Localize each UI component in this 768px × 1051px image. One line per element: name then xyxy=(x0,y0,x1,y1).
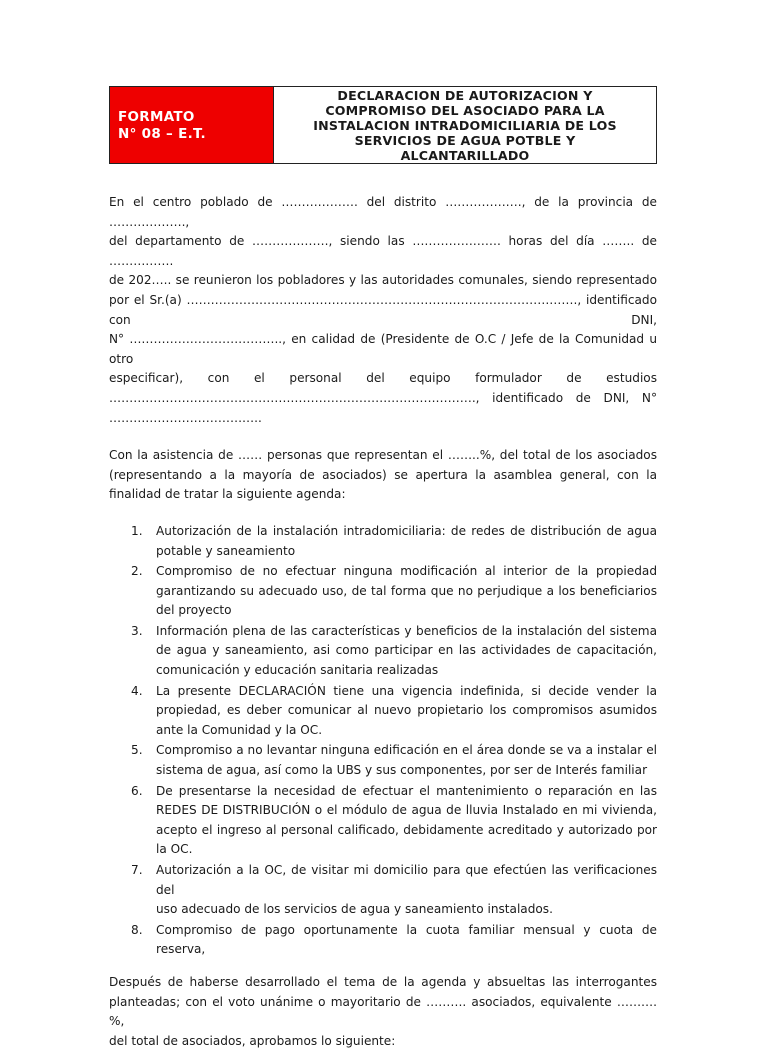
text-line: del proyecto xyxy=(156,603,232,618)
text-line: En el centro poblado de ………………. del distrito ………………., de la provincia de ………………., xyxy=(109,195,657,229)
text-line: Con la asistencia de …… personas que representan el ……..%, del total de los asociados xyxy=(109,448,657,463)
document-body xyxy=(109,193,657,1051)
text-line: de 202….. se reunieron los pobladores y las autoridades comunales, siendo representado xyxy=(109,273,657,288)
item-number: 3. xyxy=(131,623,143,638)
agenda-item xyxy=(109,522,657,561)
agenda-item xyxy=(109,682,657,741)
agenda-list xyxy=(109,522,657,960)
agenda-item xyxy=(109,782,657,860)
text-line: propiedad, es deber comunicar al nuevo propietario los compromisos asumidos xyxy=(156,703,657,718)
text-line: de agua y saneamiento, asi como participar en las actividades de capacitación, xyxy=(156,643,657,658)
approval-paragraph xyxy=(109,973,657,1051)
item-number: 7. xyxy=(131,863,143,877)
title-line: ALCANTARILLADO xyxy=(400,148,530,163)
item-number: 1. xyxy=(131,523,143,538)
text-line: N° ……………………………….., en calidad de (Presidente de O.C / Jefe de la Comunidad u otro xyxy=(109,332,657,366)
document-title xyxy=(274,87,656,164)
meeting-intro-paragraph xyxy=(109,193,657,428)
text-line: especificar), con el personal del equipo formulador de estudios xyxy=(109,371,657,386)
format-label: FORMATO xyxy=(118,109,195,125)
text-line: sistema de agua, así como la UBS y sus componentes, por ser de Interés familiar xyxy=(156,763,648,778)
agenda-item xyxy=(109,562,657,621)
text-line: Compromiso de no efectuar ninguna modificación al interior de la propiedad xyxy=(156,564,657,579)
text-line: del departamento de ………………., siendo las …………………. horas del día …….. de ……………. xyxy=(109,234,657,268)
text-line: Información plena de las características y beneficios de la instalación del sistema xyxy=(156,623,657,638)
text-line: Compromiso a no levantar ninguna edificación en el área donde se va a instalar el xyxy=(156,743,657,758)
text-line: acepto el ingreso al personal calificado, debidamente acreditado y autorizado por xyxy=(156,822,657,837)
agenda-item xyxy=(109,921,657,960)
text-line: (representando a la mayoría de asociados) se apertura la asamblea general, con la xyxy=(109,467,657,482)
item-number: 4. xyxy=(131,683,143,698)
text-line: ante la Comunidad y la OC. xyxy=(156,722,323,737)
text-line: garantizando su adecuado uso, de tal forma que no perjudique a los beneficiarios xyxy=(156,583,657,598)
text-line: ………………………………………………………………………………., identificado de DNI, N° xyxy=(109,390,657,405)
text-line: uso adecuado de los servicios de agua y saneamiento instalados. xyxy=(156,902,553,917)
title-line: SERVICIOS DE AGUA POTBLE Y xyxy=(354,133,576,148)
text-line: La presente DECLARACIÓN tiene una vigencia indefinida, si decide vender la xyxy=(156,683,657,698)
item-number: 6. xyxy=(131,783,143,798)
text-line: finalidad de tratar la siguiente agenda: xyxy=(109,487,346,502)
text-line: comunicación y educación sanitaria realizadas xyxy=(156,663,439,678)
title-line: INSTALACION INTRADOMICILIARIA DE LOS xyxy=(313,118,617,133)
text-line: Autorización a la OC, de visitar mi domicilio para que efectúen las verificaciones del xyxy=(156,863,657,897)
text-line: Autorización de la instalación intradomiciliaria: de redes de distribución de agua xyxy=(156,523,657,538)
header-table xyxy=(109,86,657,164)
text-line: la OC. xyxy=(156,842,193,857)
agenda-item xyxy=(109,861,657,920)
text-line: REDES DE DISTRIBUCIÓN o el módulo de agua de lluvia Instalado en mi vivienda, xyxy=(156,803,657,818)
text-line: por el Sr.(a) ……………………………………………………………………………………., identificado con DNI, xyxy=(109,292,657,327)
text-line: Después de haberse desarrollado el tema de la agenda y absueltas las interrogantes xyxy=(109,974,657,989)
agenda-item xyxy=(109,622,657,681)
attendance-paragraph xyxy=(109,446,657,505)
text-line: De presentarse la necesidad de efectuar el mantenimiento o reparación en las xyxy=(156,783,657,798)
agenda-item xyxy=(109,741,657,780)
title-line: DECLARACION DE AUTORIZACION Y xyxy=(337,88,593,103)
text-line: ……………………………….. xyxy=(109,410,262,425)
title-line: COMPROMISO DEL ASOCIADO PARA LA xyxy=(325,103,605,118)
item-number: 8. xyxy=(131,922,143,937)
text-line: planteadas; con el voto unánime o mayoritario de ………. asociados, equivalente ………. %, xyxy=(109,994,657,1029)
item-number: 2. xyxy=(131,564,143,579)
text-line: Compromiso de pago oportunamente la cuota familiar mensual y cuota de reserva, xyxy=(156,922,657,957)
text-line: potable y saneamiento xyxy=(156,543,296,558)
format-number: N° 08 – E.T. xyxy=(118,126,206,142)
item-number: 5. xyxy=(131,743,143,758)
text-line: del total de asociados, aprobamos lo siguiente: xyxy=(109,1033,396,1048)
format-number-cell xyxy=(110,87,274,163)
